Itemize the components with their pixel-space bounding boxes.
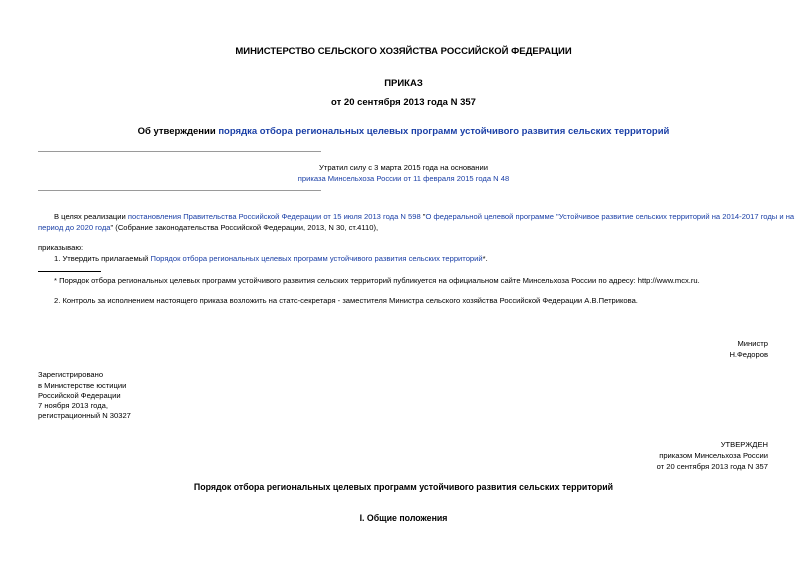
order-item-1-suffix: *. [482,254,488,263]
document-date: от 20 сентября 2013 года N 357 [331,97,476,108]
registration-line: Зарегистрировано [38,370,104,379]
document-type: ПРИКАЗ [384,78,423,89]
preamble-mid: " [420,212,426,221]
signature-name: Н.Федоров [729,350,768,359]
order-item-1-prefix: 1. Утвердить прилагаемый [54,254,151,263]
annex-title: Порядок отбора региональных целевых программ устойчивого развития сельских территорий [193,482,614,492]
approved-line: от 20 сентября 2013 года N 357 [656,462,768,471]
federal-program-link[interactable]: О федеральной целевой программе "Устойчивое развитие сельских территорий на 2014-2017 годы и на [425,212,795,221]
status-bottom-rule [38,190,321,191]
registration-line: регистрационный N 30327 [38,411,131,420]
status-text: Утратил силу с 3 марта 2015 года на основании [319,163,488,172]
procedure-link[interactable]: Порядок отбора региональных целевых программ устойчивого развития сельских территорий [150,254,483,263]
status-top-rule [38,151,321,152]
preamble-line-2 [38,223,378,233]
order-item-1 [54,254,488,264]
registration-line: 7 ноября 2013 года, [38,401,108,410]
footnote: * Порядок отбора региональных целевых программ устойчивого развития сельских территорий публикуется на официальном сайте Минсельхоза России по адресу: http://www.mcx.ru. [54,276,700,285]
approved-line: УТВЕРЖДЕН [720,440,768,449]
preamble-prefix: В целях реализации [54,212,128,221]
federal-program-link-cont[interactable]: период до 2020 года [38,223,111,232]
status-repeal-link[interactable]: приказа Минсельхоза России от 11 февраля 2015 года N 48 [297,174,510,183]
preamble-line-1 [54,212,794,222]
registration-line: Российской Федерации [38,391,121,400]
annex-section-heading: I. Общие положения [359,513,448,523]
title-prefix: Об утверждении [137,126,219,137]
title-link[interactable]: порядка отбора региональных целевых программ устойчивого развития сельских территорий [218,126,670,137]
registration-line: в Министерстве юстиции [38,381,127,390]
footnote-rule [38,271,101,272]
document-title [0,126,807,137]
approved-line: приказом Минсельхоза России [659,451,768,460]
order-verb: приказываю: [38,243,84,252]
signature-role: Министр [737,339,768,348]
order-item-2: 2. Контроль за исполнением настоящего приказа возложить на статс-секретаря - заместителя Министра сельского хозяйства Российской Федерации А.В.Петрикова. [54,296,638,305]
ministry-heading: МИНИСТЕРСТВО СЕЛЬСКОГО ХОЗЯЙСТВА РОССИЙСКОЙ ФЕДЕРАЦИИ [235,46,572,57]
preamble-suffix: " (Собрание законодательства Российской Федерации, 2013, N 30, ст.4110), [110,223,379,232]
government-decree-link[interactable]: постановления Правительства Российской Федерации от 15 июля 2013 года N 598 [127,212,421,221]
